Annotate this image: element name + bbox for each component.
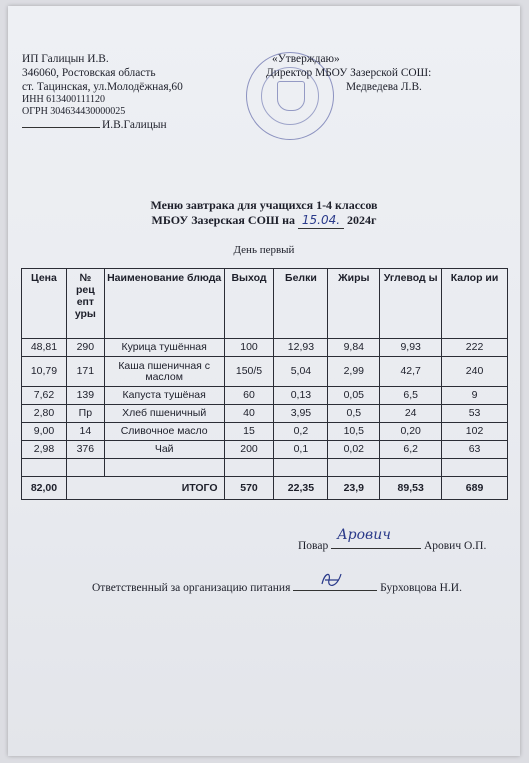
cell-fats: 0,02 <box>328 441 380 459</box>
cell-carbs: 9,93 <box>380 339 442 357</box>
cell-calories: 63 <box>442 441 508 459</box>
cell-proteins: 12,93 <box>274 339 328 357</box>
cell-price: 10,79 <box>22 357 67 387</box>
cell-yield: 40 <box>224 405 274 423</box>
cell-yield: 15 <box>224 423 274 441</box>
col-price: Цена <box>22 269 67 339</box>
org-address-street: ст. Тацинская, ул.Молодёжная,60 <box>22 81 183 93</box>
cell-yield: 60 <box>224 387 274 405</box>
cell-fats: 0,05 <box>328 387 380 405</box>
col-recipe: № рец епт уры <box>66 269 104 339</box>
total-price: 82,00 <box>22 477 67 500</box>
org-address-region: 346060, Ростовская область <box>22 67 156 79</box>
org-signature-name: И.В.Галицын <box>102 119 167 131</box>
cook-label: Повар <box>298 540 329 552</box>
table-row <box>22 423 508 441</box>
table-total-row <box>22 477 508 500</box>
cell-price: 2,98 <box>22 441 67 459</box>
menu-subtitle <box>8 213 520 229</box>
cook-name: Арович О.П. <box>423 540 487 552</box>
cell-name: Капуста тушёная <box>104 387 224 405</box>
approval-director: Директор МБОУ Зазерской СОШ: <box>266 67 432 79</box>
approval-director-name: Медведева Л.В. <box>346 81 422 93</box>
responsible-name: Бурховцова Н.И. <box>380 582 462 594</box>
col-fats: Жиры <box>328 269 380 339</box>
menu-table <box>21 268 508 500</box>
cell-calories: 222 <box>442 339 508 357</box>
table-row <box>22 441 508 459</box>
table-row <box>22 357 508 387</box>
cell-calories: 53 <box>442 405 508 423</box>
cell-proteins: 0,13 <box>274 387 328 405</box>
cell-recipe: 376 <box>66 441 104 459</box>
cell-fats: 2,99 <box>328 357 380 387</box>
menu-year: 2024г <box>347 213 377 227</box>
cell-carbs: 6,2 <box>380 441 442 459</box>
cell-name: Каша пшеничная с маслом <box>104 357 224 387</box>
menu-date: 15.04. <box>298 213 344 229</box>
cell-carbs: 24 <box>380 405 442 423</box>
cell-calories: 102 <box>442 423 508 441</box>
col-name: Наименование блюда <box>104 269 224 339</box>
menu-title: Меню завтрака для учащихся 1-4 классов <box>150 198 378 212</box>
day-label: День первый <box>233 244 295 256</box>
cell-carbs: 6,5 <box>380 387 442 405</box>
responsible-signature-row <box>92 578 462 595</box>
cell-price: 9,00 <box>22 423 67 441</box>
cell-fats: 10,5 <box>328 423 380 441</box>
cell-proteins: 5,04 <box>274 357 328 387</box>
cell-recipe: 171 <box>66 357 104 387</box>
table-row <box>22 339 508 357</box>
approval-block <box>266 52 431 94</box>
cell-name: Чай <box>104 441 224 459</box>
responsible-signature-line <box>293 578 377 591</box>
total-proteins: 22,35 <box>274 477 328 500</box>
responsible-signature-icon <box>319 570 345 590</box>
cell-price: 7,62 <box>22 387 67 405</box>
org-ogrn: ОГРН 304634430000025 <box>22 106 126 117</box>
menu-school: МБОУ Зазерская СОШ на <box>151 213 295 227</box>
cell-calories: 240 <box>442 357 508 387</box>
cell-yield: 150/5 <box>224 357 274 387</box>
cell-recipe: Пр <box>66 405 104 423</box>
table-row <box>22 405 508 423</box>
cell-price: 48,81 <box>22 339 67 357</box>
cell-price: 2,80 <box>22 405 67 423</box>
total-fats: 23,9 <box>328 477 380 500</box>
col-calories: Калор ии <box>442 269 508 339</box>
approval-title: «Утверждаю» <box>272 53 340 65</box>
cell-recipe: 14 <box>66 423 104 441</box>
cook-signature-scribble: Арович <box>337 527 391 543</box>
cell-carbs: 42,7 <box>380 357 442 387</box>
table-row-empty <box>22 459 508 477</box>
org-name: ИП Галицын И.В. <box>22 53 109 65</box>
cell-recipe: 139 <box>66 387 104 405</box>
cell-yield: 200 <box>224 441 274 459</box>
total-yield: 570 <box>224 477 274 500</box>
total-carbs: 89,53 <box>380 477 442 500</box>
cell-name: Сливочное масло <box>104 423 224 441</box>
col-proteins: Белки <box>274 269 328 339</box>
cell-yield: 100 <box>224 339 274 357</box>
cell-fats: 0,5 <box>328 405 380 423</box>
responsible-label: Ответственный за организацию питания <box>92 582 291 594</box>
org-signature-line <box>22 118 183 132</box>
cell-name: Хлеб пшеничный <box>104 405 224 423</box>
col-carbs: Углевод ы <box>380 269 442 339</box>
cell-fats: 9,84 <box>328 339 380 357</box>
document-page <box>8 6 520 756</box>
cell-proteins: 0,2 <box>274 423 328 441</box>
col-yield: Выход <box>224 269 274 339</box>
total-label: ИТОГО <box>66 477 224 500</box>
total-calories: 689 <box>442 477 508 500</box>
organization-block <box>22 52 183 132</box>
cook-signature-line <box>331 527 421 549</box>
cell-carbs: 0,20 <box>380 423 442 441</box>
cell-proteins: 3,95 <box>274 405 328 423</box>
signature-blank <box>22 118 100 128</box>
table-row <box>22 387 508 405</box>
org-inn: ИНН 613400111120 <box>22 94 106 105</box>
cell-name: Курица тушённая <box>104 339 224 357</box>
cell-proteins: 0,1 <box>274 441 328 459</box>
cell-calories: 9 <box>442 387 508 405</box>
cell-recipe: 290 <box>66 339 104 357</box>
cook-signature-row <box>298 527 487 553</box>
table-header-row <box>22 269 508 339</box>
